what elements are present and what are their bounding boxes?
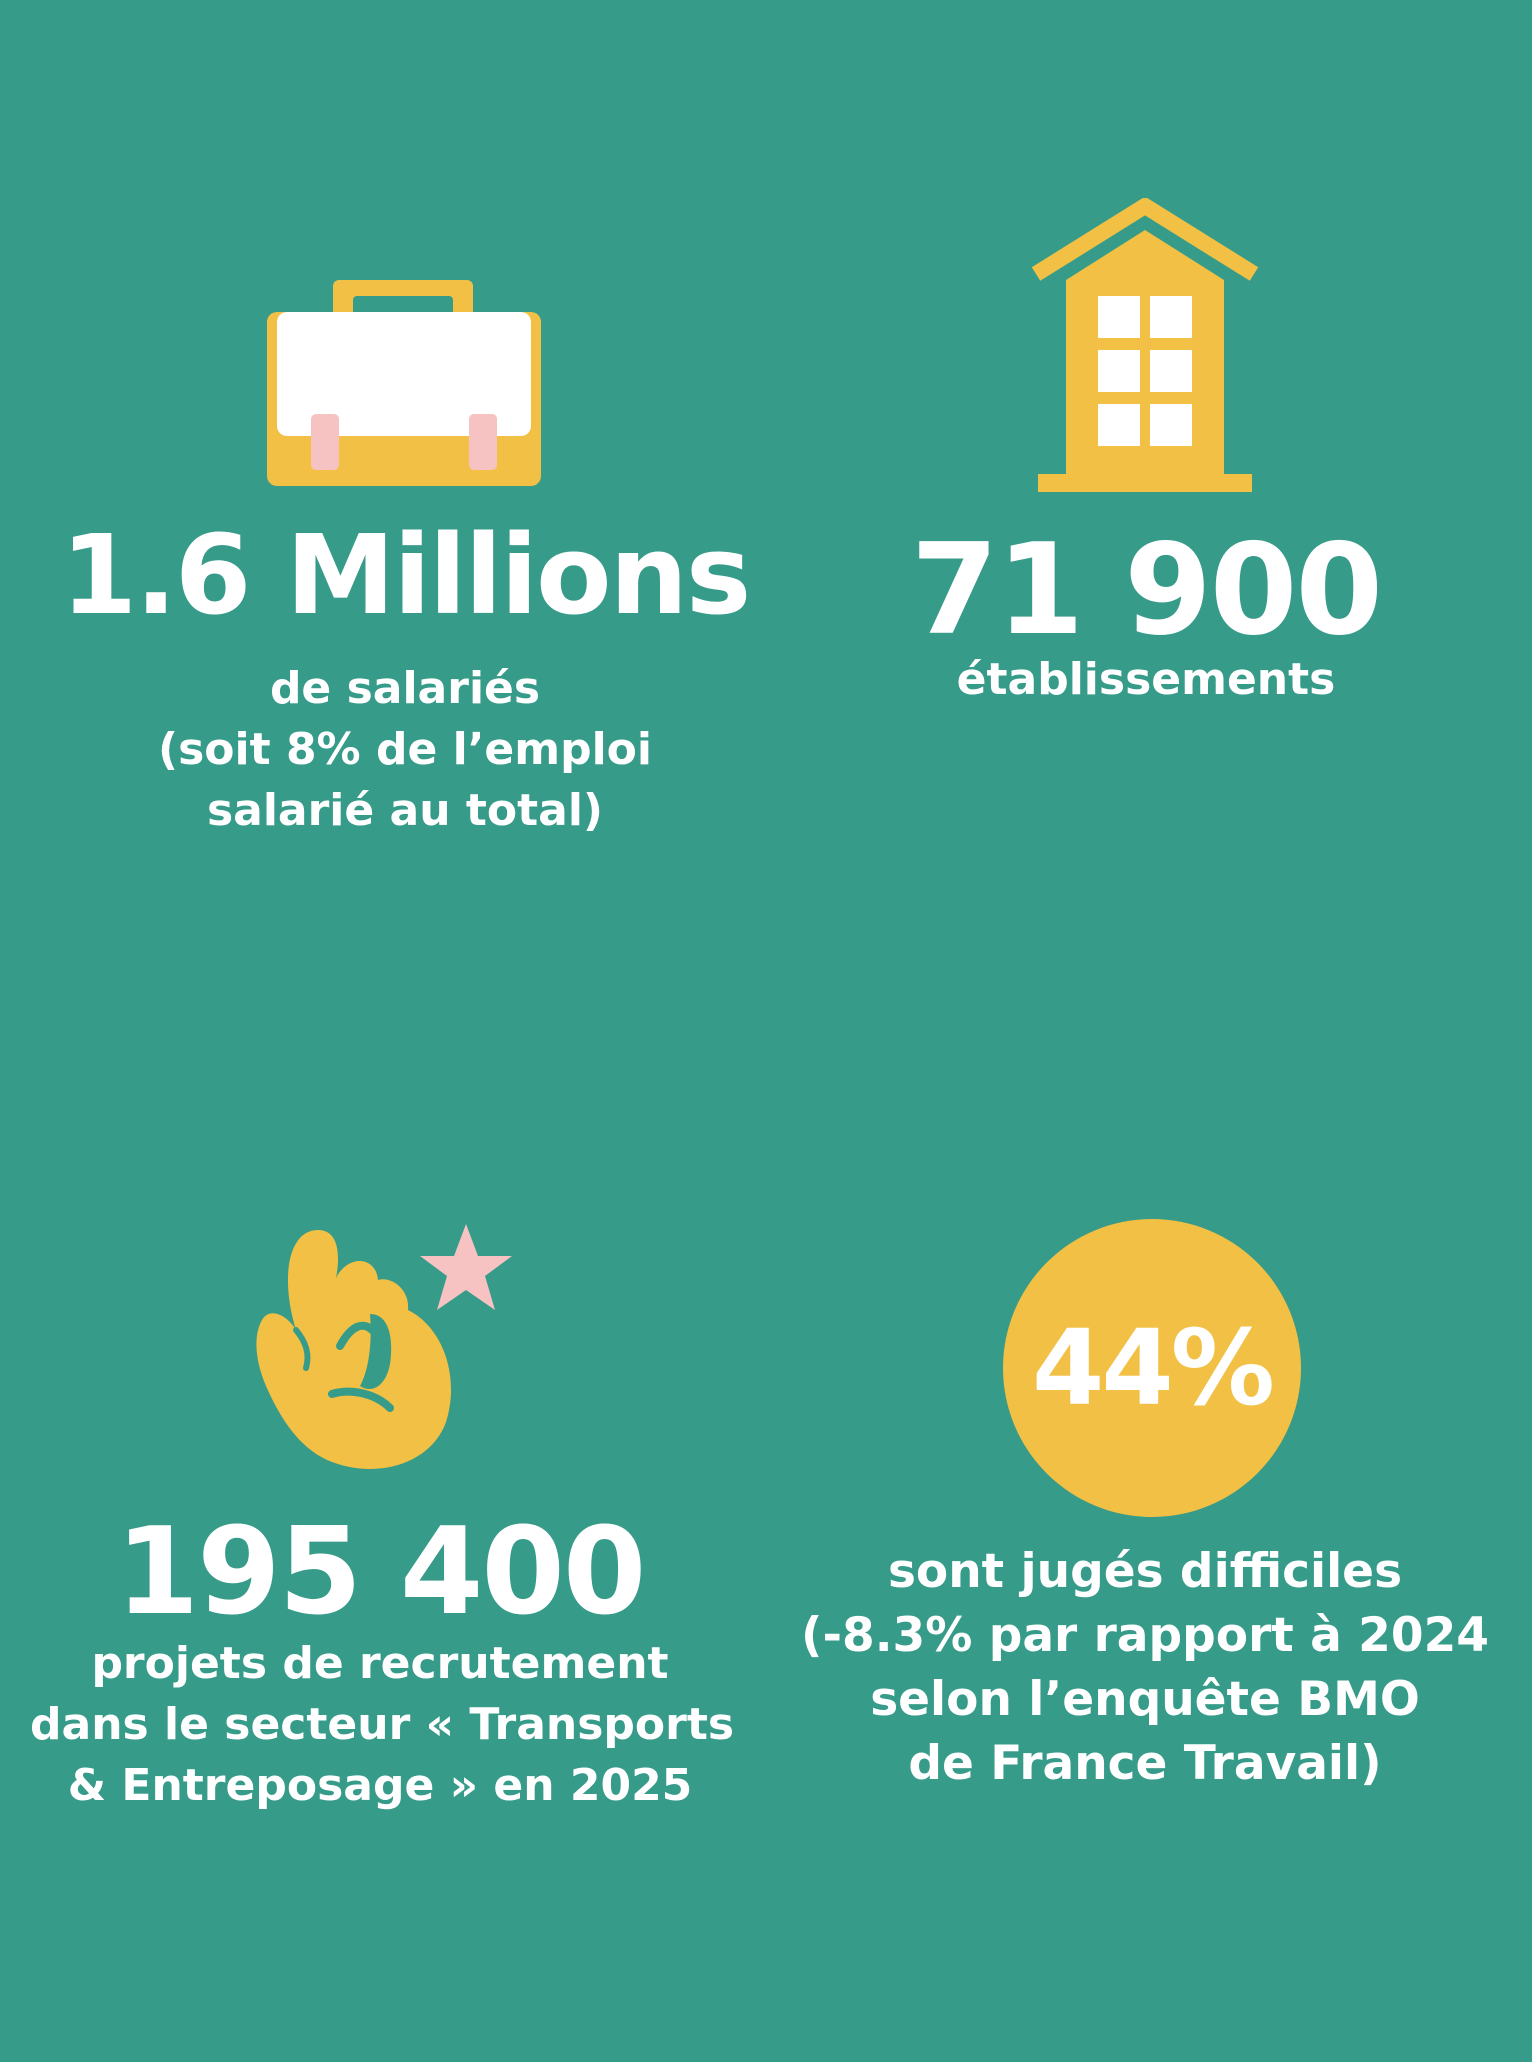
employees-caption-line: de salariés <box>269 663 541 714</box>
building-icon <box>1028 198 1262 495</box>
projects-caption-line: & Entreposage » en 2025 <box>67 1760 693 1811</box>
percent-circle <box>1003 1219 1301 1517</box>
projects-value: 195 400 <box>115 1503 645 1642</box>
establishments-stat <box>846 516 1446 708</box>
establishments-caption-line: établissements <box>956 654 1336 705</box>
employees-stat <box>40 510 770 841</box>
employees-caption <box>40 658 770 841</box>
projects-caption-line: dans le secteur « Transports <box>30 1699 735 1750</box>
difficult-caption-line: (-8.3% par rapport à 2024 <box>801 1608 1489 1663</box>
difficult-caption <box>790 1540 1500 1796</box>
establishments-value: 71 900 <box>910 516 1382 663</box>
projects-caption <box>30 1633 735 1816</box>
difficult-caption-line: sont jugés difficiles <box>887 1544 1403 1599</box>
employees-caption-line: (soit 8% de l’emploi <box>157 724 652 775</box>
difficult-caption-line: de France Travail) <box>908 1736 1382 1791</box>
employees-value: 1.6 Millions <box>60 511 750 639</box>
ok-hand-star-icon <box>240 1218 520 1478</box>
briefcase-icon <box>265 278 543 488</box>
difficult-value: 44% <box>1032 1307 1272 1429</box>
projects-caption-line: projets de recrutement <box>91 1638 669 1689</box>
difficult-caption-line: selon l’enquête BMO <box>870 1672 1420 1727</box>
difficult-stat <box>790 1540 1500 1796</box>
employees-caption-line: salarié au total) <box>206 785 604 836</box>
projects-stat <box>30 1503 735 1816</box>
